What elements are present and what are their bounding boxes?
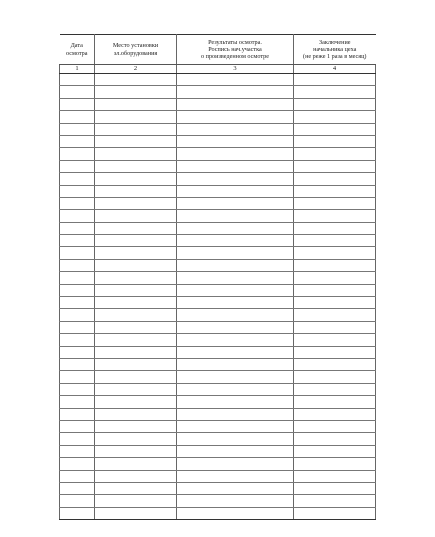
empty-cell [95,309,177,321]
empty-cell [95,123,177,135]
empty-cell [60,507,95,519]
empty-cell [60,259,95,271]
table-row [60,334,376,346]
empty-cell [60,173,95,185]
empty-cell [95,507,177,519]
header-row [60,35,376,65]
empty-cell [60,334,95,346]
empty-cell [60,321,95,333]
empty-cell [95,433,177,445]
table-row [60,346,376,358]
column-number: 1 [60,65,95,74]
table-body [60,74,376,520]
table-row [60,272,376,284]
empty-cell [294,334,376,346]
empty-cell [177,383,294,395]
empty-cell [177,272,294,284]
empty-cell [95,86,177,98]
empty-cell [294,458,376,470]
empty-cell [294,482,376,494]
table-row [60,185,376,197]
empty-cell [95,98,177,110]
empty-cell [294,222,376,234]
empty-cell [177,123,294,135]
empty-cell [177,247,294,259]
empty-cell [95,470,177,482]
empty-cell [95,173,177,185]
empty-cell [294,321,376,333]
empty-cell [60,235,95,247]
empty-cell [95,346,177,358]
empty-cell [60,135,95,147]
empty-cell [60,346,95,358]
empty-cell [95,445,177,457]
empty-cell [177,458,294,470]
empty-cell [60,98,95,110]
empty-cell [95,235,177,247]
empty-cell [95,185,177,197]
empty-cell [95,222,177,234]
table-row [60,420,376,432]
table-row [60,495,376,507]
table-row [60,284,376,296]
inspection-log-table [59,34,376,520]
empty-cell [294,135,376,147]
empty-cell [60,185,95,197]
empty-cell [177,371,294,383]
table-row [60,383,376,395]
empty-cell [294,98,376,110]
empty-cell [177,111,294,123]
empty-cell [60,148,95,160]
table-row [60,74,376,86]
empty-cell [177,445,294,457]
empty-cell [177,309,294,321]
empty-cell [294,495,376,507]
empty-cell [60,396,95,408]
table-row [60,86,376,98]
table-row [60,135,376,147]
header-inspection-results: Результаты осмотра. Роспись нач.участка о произведенном осмотре [177,35,294,65]
empty-cell [294,235,376,247]
table-row [60,309,376,321]
empty-cell [177,160,294,172]
table-row [60,222,376,234]
table-row [60,470,376,482]
empty-cell [95,74,177,86]
empty-cell [60,272,95,284]
empty-cell [60,495,95,507]
empty-cell [177,482,294,494]
empty-cell [95,358,177,370]
empty-cell [294,420,376,432]
empty-cell [294,185,376,197]
empty-cell [95,408,177,420]
empty-cell [95,197,177,209]
empty-cell [95,383,177,395]
empty-cell [95,148,177,160]
empty-cell [294,433,376,445]
empty-cell [177,284,294,296]
empty-cell [294,284,376,296]
empty-cell [177,222,294,234]
table-row [60,210,376,222]
empty-cell [294,297,376,309]
empty-cell [60,408,95,420]
empty-cell [95,247,177,259]
header-inspection-date: Дата осмотра [60,35,95,65]
table-row [60,123,376,135]
empty-cell [95,396,177,408]
table-row [60,321,376,333]
empty-cell [177,197,294,209]
empty-cell [177,507,294,519]
empty-cell [294,74,376,86]
table-row [60,247,376,259]
empty-cell [60,482,95,494]
empty-cell [177,321,294,333]
empty-cell [294,309,376,321]
table-row [60,445,376,457]
empty-cell [95,321,177,333]
empty-cell [177,470,294,482]
empty-cell [60,420,95,432]
empty-cell [177,334,294,346]
empty-cell [95,160,177,172]
empty-cell [177,74,294,86]
header-equipment-location: Место установки эл.оборудования [95,35,177,65]
empty-cell [294,173,376,185]
empty-cell [294,86,376,98]
table-row [60,173,376,185]
empty-cell [177,297,294,309]
empty-cell [60,445,95,457]
empty-cell [95,210,177,222]
empty-cell [177,358,294,370]
empty-cell [60,160,95,172]
empty-cell [294,197,376,209]
table-row [60,358,376,370]
empty-cell [60,74,95,86]
table-row [60,235,376,247]
empty-cell [60,210,95,222]
empty-cell [60,309,95,321]
empty-cell [95,420,177,432]
empty-cell [60,297,95,309]
empty-cell [294,247,376,259]
empty-cell [60,284,95,296]
empty-cell [294,371,376,383]
empty-cell [294,148,376,160]
empty-cell [177,185,294,197]
empty-cell [294,272,376,284]
empty-cell [177,135,294,147]
empty-cell [177,259,294,271]
empty-cell [177,173,294,185]
empty-cell [177,98,294,110]
empty-cell [294,383,376,395]
table-row [60,396,376,408]
empty-cell [177,148,294,160]
empty-cell [294,445,376,457]
empty-cell [294,210,376,222]
table-row [60,197,376,209]
table-row [60,408,376,420]
table-row [60,259,376,271]
table-row [60,433,376,445]
empty-cell [95,297,177,309]
empty-cell [177,396,294,408]
empty-cell [177,86,294,98]
empty-cell [177,408,294,420]
empty-cell [60,371,95,383]
empty-cell [95,334,177,346]
table-row [60,458,376,470]
table-header [60,35,376,74]
empty-cell [60,458,95,470]
empty-cell [95,482,177,494]
empty-cell [60,86,95,98]
empty-cell [95,371,177,383]
empty-cell [60,222,95,234]
empty-cell [294,123,376,135]
empty-cell [95,458,177,470]
column-number: 3 [177,65,294,74]
empty-cell [60,123,95,135]
empty-cell [95,284,177,296]
empty-cell [60,197,95,209]
table-row [60,482,376,494]
empty-cell [60,358,95,370]
empty-cell [60,383,95,395]
empty-cell [294,259,376,271]
empty-cell [177,495,294,507]
empty-cell [294,408,376,420]
table-row [60,371,376,383]
table-row [60,111,376,123]
column-number: 2 [95,65,177,74]
table-row [60,507,376,519]
empty-cell [60,111,95,123]
empty-cell [294,396,376,408]
empty-cell [60,247,95,259]
empty-cell [177,235,294,247]
empty-cell [177,433,294,445]
empty-cell [294,346,376,358]
empty-cell [95,111,177,123]
empty-cell [95,272,177,284]
table-row [60,148,376,160]
empty-cell [95,135,177,147]
empty-cell [294,160,376,172]
empty-cell [60,433,95,445]
empty-cell [294,507,376,519]
table-row [60,98,376,110]
column-number: 4 [294,65,376,74]
column-number-row [60,65,376,74]
empty-cell [177,210,294,222]
empty-cell [294,358,376,370]
empty-cell [177,420,294,432]
table-row [60,297,376,309]
header-shop-chief-conclusion: Заключение начальника цеха (не реже 1 раза в месяц) [294,35,376,65]
empty-cell [60,470,95,482]
empty-cell [294,470,376,482]
table-row [60,160,376,172]
empty-cell [294,111,376,123]
empty-cell [95,495,177,507]
empty-cell [177,346,294,358]
empty-cell [95,259,177,271]
